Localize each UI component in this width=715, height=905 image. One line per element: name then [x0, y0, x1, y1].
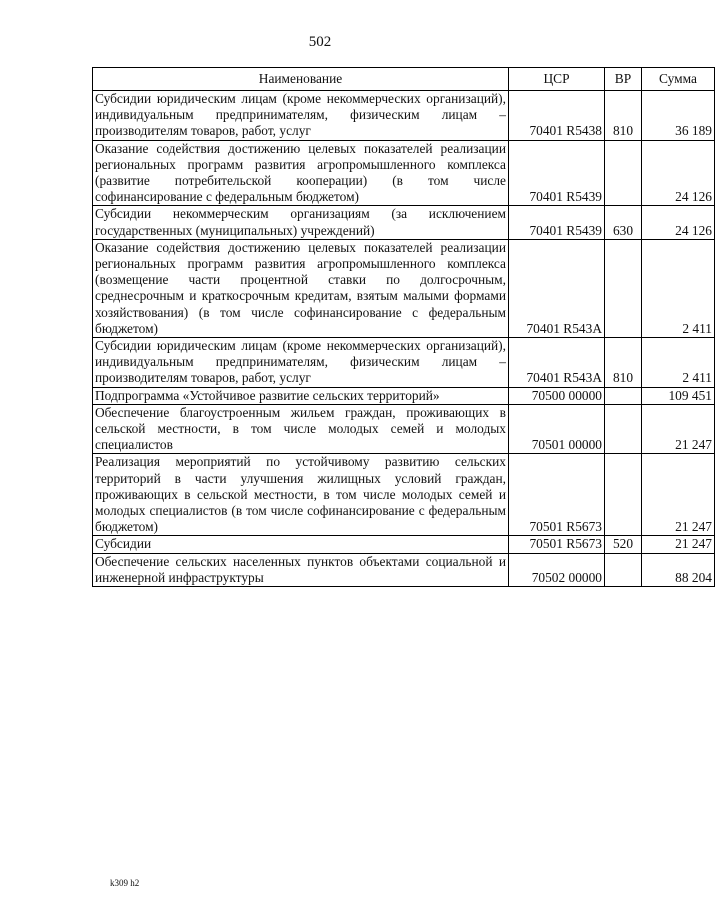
row-sum: 21 247 — [642, 404, 715, 454]
row-sum: 24 126 — [642, 206, 715, 239]
row-name: Субсидии юридическим лицам (кроме некоммерческих организаций), индивидуальным предпринимателям, физическим лицам – производителям товаров, работ, услуг — [93, 91, 509, 141]
table-row — [93, 206, 715, 239]
row-vr — [605, 454, 642, 536]
row-csr: 70502 00000 — [509, 553, 605, 586]
row-vr — [605, 553, 642, 586]
row-csr: 70401 R543A — [509, 338, 605, 388]
table-row — [93, 536, 715, 553]
row-csr: 70501 R5673 — [509, 454, 605, 536]
table-row — [93, 404, 715, 454]
row-csr: 70401 R5439 — [509, 140, 605, 206]
table-row — [93, 239, 715, 337]
row-vr: 810 — [605, 91, 642, 141]
row-csr: 70501 R5673 — [509, 536, 605, 553]
row-name: Реализация мероприятий по устойчивому развитию сельских территорий в части улучшения жилищных условий граждан, проживающих в сельской местности, в том числе молодых семей и молодых специалистов (в том числе софинансирование с федеральным бюджетом) — [93, 454, 509, 536]
header-name: Наименование — [93, 68, 509, 91]
row-vr: 630 — [605, 206, 642, 239]
row-sum: 2 411 — [642, 338, 715, 388]
header-sum: Сумма — [642, 68, 715, 91]
row-vr — [605, 140, 642, 206]
row-vr — [605, 239, 642, 337]
row-vr: 520 — [605, 536, 642, 553]
row-sum: 109 451 — [642, 387, 715, 404]
row-name: Оказание содействия достижению целевых показателей реализации региональных программ развития агропромышленного комплекса (развитие потребительской кооперации) (в том числе софинансирование с федеральным бюджетом) — [93, 140, 509, 206]
row-name: Обеспечение сельских населенных пунктов объектами социальной и инженерной инфраструктуры — [93, 553, 509, 586]
footer-code: k309 h2 — [110, 878, 140, 888]
row-sum: 36 189 — [642, 91, 715, 141]
header-csr: ЦСР — [509, 68, 605, 91]
table-row — [93, 454, 715, 536]
header-vr: ВР — [605, 68, 642, 91]
row-name: Обеспечение благоустроенным жильем граждан, проживающих в сельской местности, в том числе молодых семей и молодых специалистов — [93, 404, 509, 454]
page-number: 502 — [308, 34, 332, 50]
row-csr: 70501 00000 — [509, 404, 605, 454]
row-vr — [605, 387, 642, 404]
row-name: Субсидии юридическим лицам (кроме некоммерческих организаций), индивидуальным предпринимателям, физическим лицам – производителям товаров, работ, услуг — [93, 338, 509, 388]
row-sum: 88 204 — [642, 553, 715, 586]
row-name: Подпрограмма «Устойчивое развитие сельских территорий» — [93, 387, 509, 404]
row-csr: 70401 R5438 — [509, 91, 605, 141]
row-vr: 810 — [605, 338, 642, 388]
row-csr: 70401 R543A — [509, 239, 605, 337]
row-csr: 70500 00000 — [509, 387, 605, 404]
table-row — [93, 140, 715, 206]
row-sum: 21 247 — [642, 536, 715, 553]
table-row — [93, 338, 715, 388]
table-header-row — [93, 68, 715, 91]
row-sum: 24 126 — [642, 140, 715, 206]
row-name: Оказание содействия достижению целевых показателей реализации региональных программ развития агропромышленного комплекса (возмещение части процентной ставки по долгосрочным, среднесрочным и краткосрочным кредитам, взятым малыми формами хозяйствования) (в том числе софинансирование с федеральным бюджетом) — [93, 239, 509, 337]
budget-table — [92, 67, 715, 587]
row-csr: 70401 R5439 — [509, 206, 605, 239]
row-vr — [605, 404, 642, 454]
row-sum: 21 247 — [642, 454, 715, 536]
table-row — [93, 387, 715, 404]
table-row — [93, 553, 715, 586]
row-name: Субсидии — [93, 536, 509, 553]
row-sum: 2 411 — [642, 239, 715, 337]
row-name: Субсидии некоммерческим организациям (за исключением государственных (муниципальных) учреждений) — [93, 206, 509, 239]
table-row — [93, 91, 715, 141]
